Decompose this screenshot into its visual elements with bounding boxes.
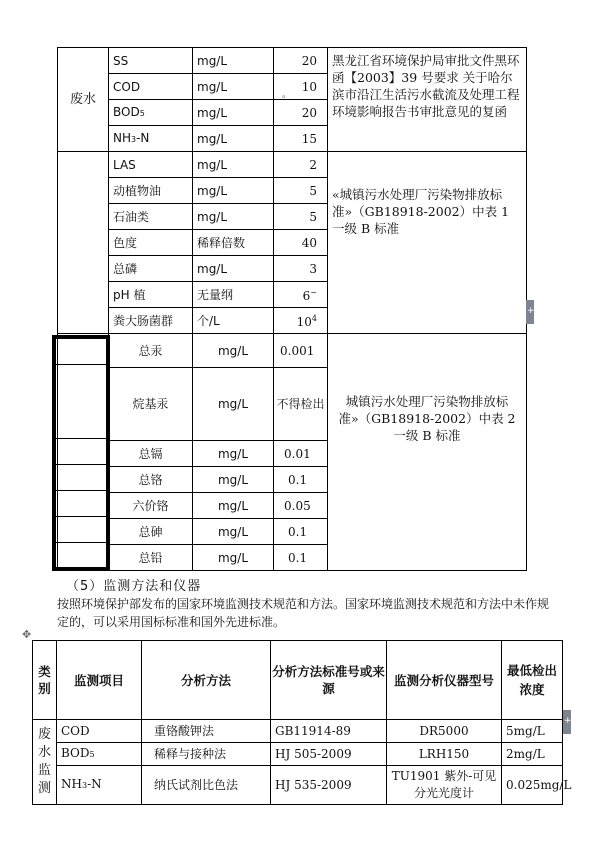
unit-cell: 个/L <box>193 308 274 334</box>
unit-cell: mg/L <box>193 256 274 282</box>
value-cell: 0.1 <box>274 519 328 545</box>
unit-cell: 无量纲 <box>193 282 274 308</box>
value-mark: ~ <box>310 288 317 297</box>
min-conc-cell: 5mg/L <box>502 720 563 743</box>
wastewater-category-cell <box>58 48 109 152</box>
category-cell: 废水监测 <box>33 720 57 805</box>
value-cell: 3 <box>274 256 328 282</box>
value-cell: 40 <box>274 230 328 256</box>
cod-value-mark: 。 <box>282 90 292 100</box>
standard-reference-1: 黑龙江省环境保护局审批文件黑环函【2003】39 号要求 关于哈尔滨市沿江生活污水截流及处理工程环境影响报告书审批意见的复函 <box>328 48 527 152</box>
standard-reference-2: «城镇污水处理厂污染物排放标准»（GB18918-2002）中表 1 一级 B 标准 <box>328 152 527 334</box>
unit-cell: mg/L <box>193 126 274 152</box>
standard-cell: HJ 535-2009 <box>271 766 387 805</box>
item-text: NH <box>113 130 131 145</box>
header-method: 分析方法 <box>142 641 271 720</box>
item-cell <box>109 100 193 126</box>
item-text: NH <box>61 777 82 791</box>
value-cell: 不得检出 <box>274 368 328 441</box>
value-cell: 0.01 <box>274 441 328 467</box>
min-conc-cell: 2mg/L <box>502 743 563 766</box>
method-cell: 纳氏试剂比色法 <box>142 766 271 805</box>
min-conc-cell: 0.025mg/L <box>502 766 563 805</box>
item-tail: -N <box>136 130 150 145</box>
value-cell: 0.05 <box>274 493 328 519</box>
item-subscript: 5 <box>139 108 145 118</box>
item-cell: 色度 <box>109 230 193 256</box>
item-cell: 总铅 <box>109 545 193 571</box>
standard-cell: GB11914-89 <box>271 720 387 743</box>
unit-cell: mg/L <box>193 178 274 204</box>
item-text: BOD <box>61 746 90 760</box>
divider <box>54 438 108 439</box>
method-cell: 重铬酸钾法 <box>142 720 271 743</box>
item-cell: LAS <box>109 152 193 178</box>
item-cell: 总镉 <box>109 441 193 467</box>
unit-cell: mg/L <box>193 441 274 467</box>
monitoring-methods-table <box>32 640 572 805</box>
divider <box>54 364 108 365</box>
item-cell: 总铬 <box>109 467 193 493</box>
divider <box>54 542 108 543</box>
value-cell: 15 <box>274 126 328 152</box>
section-heading: （5）监测方法和仪器 <box>66 579 202 594</box>
item-cell: pH 植 <box>109 282 193 308</box>
instrument-cell: LRH150 <box>387 743 502 766</box>
wastewater-label: 废水 <box>69 91 96 107</box>
value-text: 10 <box>296 315 312 329</box>
item-subscript: 3 <box>81 781 88 790</box>
item-cell: 粪大肠菌群 <box>109 308 193 334</box>
item-cell: 动植物油 <box>109 178 193 204</box>
value-cell <box>274 308 328 334</box>
header-method-source: 分析方法标准号或来源 <box>271 641 387 720</box>
value-text: 10 <box>301 79 317 94</box>
move-handle-icon[interactable]: ✥ <box>22 628 32 641</box>
unit-cell: mg/L <box>193 152 274 178</box>
header-instrument: 监测分析仪器型号 <box>387 641 502 720</box>
header-category: 类别 <box>33 641 57 720</box>
empty-category-cell <box>58 152 109 334</box>
item-cell <box>57 766 142 805</box>
divider <box>54 464 108 465</box>
divider <box>54 490 108 491</box>
item-cell: 烷基汞 <box>109 368 193 441</box>
value-superscript: 4 <box>311 314 317 323</box>
selection-box[interactable] <box>52 335 110 571</box>
method-cell: 稀释与接种法 <box>142 743 271 766</box>
value-cell: 0.1 <box>274 545 328 571</box>
instrument-cell: DR5000 <box>387 720 502 743</box>
value-cell <box>274 282 328 308</box>
item-cell <box>109 126 193 152</box>
unit-cell: mg/L <box>193 334 274 368</box>
pollutant-standards-table <box>57 47 527 571</box>
item-text: BOD <box>113 104 140 119</box>
unit-cell: mg/L <box>193 74 274 100</box>
section-paragraph: 按照环境保护部发布的国家环境监测技术规范和方法。国家环境监测技术规范和方法中未作规定的，可以采用国标标准和国外先进标准。 <box>57 597 550 629</box>
value-cell: 5 <box>274 204 328 230</box>
unit-cell: mg/L <box>193 204 274 230</box>
unit-cell: mg/L <box>193 493 274 519</box>
expand-tab-icon[interactable] <box>563 710 571 734</box>
header-item: 监测项目 <box>57 641 142 720</box>
unit-cell: mg/L <box>193 545 274 571</box>
item-cell <box>57 743 142 766</box>
unit-cell: 稀释倍数 <box>193 230 274 256</box>
value-cell: 20 <box>274 100 328 126</box>
value-cell: 5 <box>274 178 328 204</box>
unit-cell: mg/L <box>193 368 274 441</box>
standard-cell: HJ 505-2009 <box>271 743 387 766</box>
item-tail: -N <box>87 777 102 791</box>
divider <box>54 516 108 517</box>
value-cell: 2 <box>274 152 328 178</box>
unit-cell: mg/L <box>193 48 274 74</box>
item-cell: SS <box>109 48 193 74</box>
value-cell: 0.1 <box>274 467 328 493</box>
item-subscript: 3 <box>131 134 137 144</box>
item-cell: 六价铬 <box>109 493 193 519</box>
header-min-conc: 最低检出浓度 <box>502 641 563 720</box>
item-cell: 总汞 <box>109 334 193 368</box>
item-cell: 石油类 <box>109 204 193 230</box>
value-cell: 20 <box>274 48 328 74</box>
item-cell: 总磷 <box>109 256 193 282</box>
expand-tab-icon[interactable] <box>526 300 534 324</box>
value-text: 6 <box>302 289 311 303</box>
item-cell: COD <box>57 720 142 743</box>
item-cell: 总砷 <box>109 519 193 545</box>
unit-cell: mg/L <box>193 519 274 545</box>
item-subscript: 5 <box>89 750 95 759</box>
unit-cell: mg/L <box>193 100 274 126</box>
standard-reference-3: 城镇污水处理厂污染物排放标准»（GB18918-2002）中表 2 一级 B 标准 <box>328 334 527 571</box>
item-cell: COD <box>109 74 193 100</box>
value-cell: 0.001 <box>274 334 328 368</box>
instrument-cell: TU1901 紫外-可见分光光度计 <box>387 766 502 805</box>
unit-cell: mg/L <box>193 467 274 493</box>
